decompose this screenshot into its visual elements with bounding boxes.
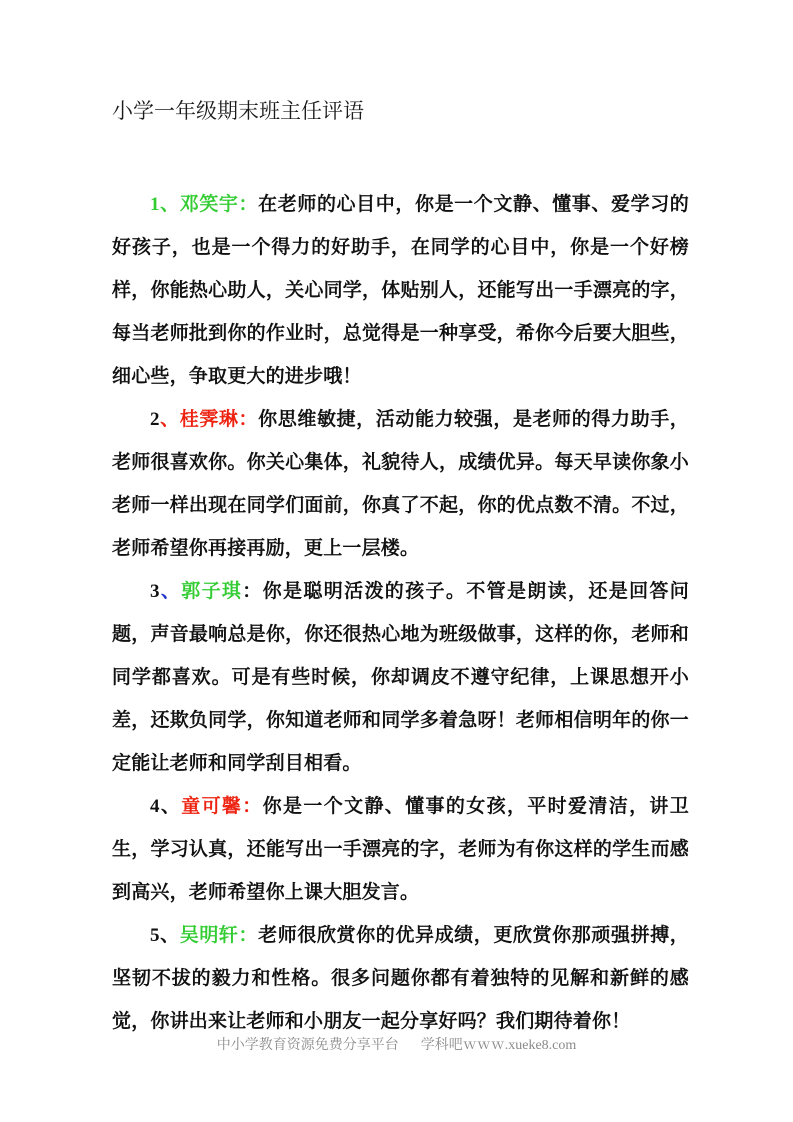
footer-site-text: 学科吧ｗｗｗ.xueke8.com bbox=[420, 1038, 577, 1053]
comment-paragraph bbox=[112, 785, 689, 914]
footer-platform-text: 中小学教育资源免费分享平台 bbox=[216, 1038, 399, 1053]
comment-text: 你思维敏捷，活动能力较强，是老师的得力助手，老师很喜欢你。你关心集体，礼貌待人，成绩优异。每天早读你象小老师一样出现在同学们面前，你真了不起，你的优点数不清。不过，老师希望你再接再励，更上一层楼。 bbox=[112, 409, 690, 559]
comment-list bbox=[112, 183, 689, 1043]
name-colon: ： bbox=[238, 409, 259, 430]
comment-text: 你是一个文静、懂事的女孩，平时爱清洁，讲卫生，学习认真，还能写出一手漂亮的字，老师为有你这样的学生而感到高兴，老师希望你上课大胆发言。 bbox=[112, 796, 689, 903]
enumeration-comma: 、 bbox=[159, 194, 180, 215]
enumeration-comma: 、 bbox=[159, 796, 182, 817]
enumeration-comma: 、 bbox=[159, 409, 180, 430]
name-colon: ： bbox=[242, 796, 263, 817]
student-name: 吴明轩 bbox=[179, 925, 239, 946]
name-colon: ： bbox=[238, 194, 259, 215]
student-number: 5 bbox=[150, 925, 160, 946]
student-number: 2 bbox=[150, 409, 160, 430]
comment-paragraph bbox=[112, 914, 689, 1043]
student-name: 郭子琪 bbox=[181, 581, 243, 602]
student-name: 桂霁琳 bbox=[179, 409, 239, 430]
enumeration-comma: 、 bbox=[159, 581, 182, 602]
comment-text: 你是聪明活泼的孩子。不管是朗读，还是回答问题，声音最响总是你，你还很热心地为班级做事，这样的你，老师和同学都喜欢。可是有些时候，你却调皮不遵守纪律，上课思想开小差，还欺负同学，你知道老师和同学多着急呀！老师相信明年的你一定能让老师和同学刮目相看。 bbox=[112, 581, 689, 774]
student-number: 3 bbox=[150, 581, 160, 602]
comment-text: 老师很欣赏你的优异成绩，更欣赏你那顽强拼搏，坚韧不拔的毅力和性格。很多问题你都有着独特的见解和新鲜的感觉，你讲出来让老师和小朋友一起分享好吗？我们期待着你！ bbox=[112, 925, 690, 1032]
student-name: 邓笑宇 bbox=[179, 194, 239, 215]
student-name: 童可馨 bbox=[181, 796, 243, 817]
comment-paragraph bbox=[112, 570, 689, 785]
enumeration-comma: 、 bbox=[159, 925, 180, 946]
page-title: 小学一年级期末班主任评语 bbox=[112, 99, 364, 123]
comment-paragraph bbox=[112, 183, 689, 398]
comment-paragraph bbox=[112, 398, 689, 570]
student-number: 4 bbox=[150, 796, 160, 817]
comment-text: 在老师的心目中，你是一个文静、懂事、爱学习的好孩子，也是一个得力的好助手，在同学的心目中，你是一个好榜样，你能热心助人，关心同学，体贴别人，还能写出一手漂亮的字，每当老师批到你的作业时，总觉得是一种享受，希你今后要大胆些，细心些，争取更大的进步哦！ bbox=[112, 194, 690, 387]
student-number: 1 bbox=[150, 194, 160, 215]
name-colon: ： bbox=[238, 925, 259, 946]
name-colon: ： bbox=[242, 581, 263, 602]
page-footer bbox=[0, 1036, 793, 1056]
